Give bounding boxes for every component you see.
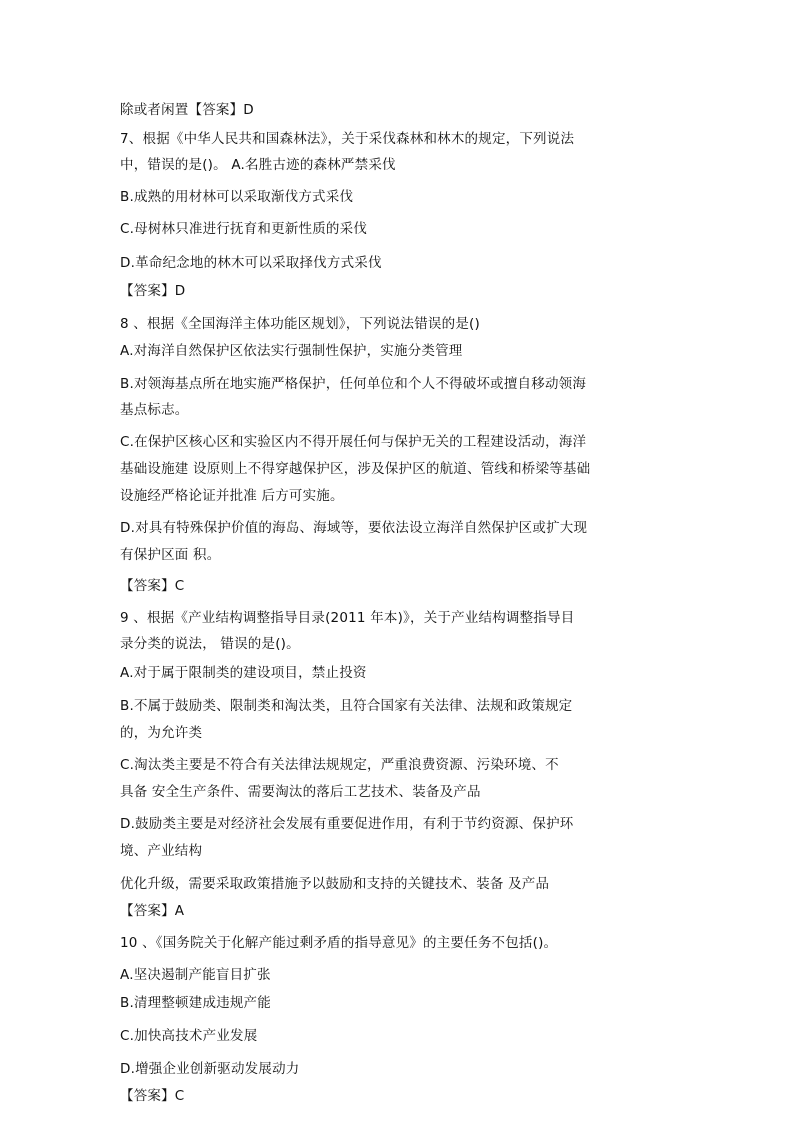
question-8-answer: 【答案】C bbox=[120, 578, 185, 594]
question-9-stem-cont: 录分类的说法， 错误的是()。 bbox=[120, 636, 300, 652]
question-8-option-d: D.对具有特殊保护价值的海岛、海域等，要依法设立海洋自然保护区或扩大现 bbox=[120, 520, 588, 536]
text-line: 除或者闲置【答案】D bbox=[120, 102, 254, 118]
question-8-option-c-cont: 基础设施建 设原则上不得穿越保护区，涉及保护区的航道、管线和桥梁等基础 bbox=[120, 461, 591, 477]
question-9-option-d-cont: 优化升级，需要采取政策措施予以鼓励和支持的关键技术、装备 及产品 bbox=[120, 876, 550, 892]
question-9-option-d-cont: 境、产业结构 bbox=[120, 843, 203, 859]
question-10-answer: 【答案】C bbox=[120, 1088, 185, 1104]
question-10-option-a: A.坚决遏制产能盲目扩张 bbox=[120, 967, 271, 983]
question-9-stem: 9 、根据《产业结构调整指导目录(2011 年本)》，关于产业结构调整指导目 bbox=[120, 610, 575, 626]
question-9-option-c-cont: 具备 安全生产条件、需要淘汰的落后工艺技术、装备及产品 bbox=[120, 784, 481, 800]
question-8-option-c-cont: 设施经严格论证并批准 后方可实施。 bbox=[120, 488, 344, 504]
question-10-option-b: B.清理整顿建成违规产能 bbox=[120, 995, 271, 1011]
question-9-option-c: C.淘汰类主要是不符合有关法律法规规定，严重浪费资源、污染环境、不 bbox=[120, 757, 559, 773]
question-7-option-d: D.革命纪念地的林木可以采取择伐方式采伐 bbox=[120, 255, 382, 271]
question-7-option-c: C.母树林只准进行抚育和更新性质的采伐 bbox=[120, 221, 368, 237]
question-8-option-b: B.对领海基点所在地实施严格保护，任何单位和个人不得破坏或擅自移动领海 bbox=[120, 376, 587, 392]
question-10-option-d: D.增强企业创新驱动发展动力 bbox=[120, 1061, 300, 1077]
question-8-option-d-cont: 有保护区面 积。 bbox=[120, 547, 221, 563]
question-9-answer: 【答案】A bbox=[120, 903, 185, 919]
question-8-option-a: A.对海洋自然保护区依法实行强制性保护，实施分类管理 bbox=[120, 343, 463, 359]
question-9-option-a: A.对于属于限制类的建设项目，禁止投资 bbox=[120, 665, 367, 681]
question-9-option-b-cont: 的，为允许类 bbox=[120, 725, 203, 741]
question-10-option-c: C.加快高技术产业发展 bbox=[120, 1028, 258, 1044]
question-8-stem: 8 、根据《全国海洋主体功能区规划》，下列说法错误的是() bbox=[120, 316, 480, 332]
question-7-answer: 【答案】D bbox=[120, 283, 186, 299]
question-8-option-c: C.在保护区核心区和实验区内不得开展任何与保护无关的工程建设活动，海洋 bbox=[120, 434, 587, 450]
question-9-option-d: D.鼓励类主要是对经济社会发展有重要促进作用，有利于节约资源、保护环 bbox=[120, 816, 574, 832]
question-10-stem: 10 、《国务院关于化解产能过剩矛盾的指导意见》的主要任务不包括()。 bbox=[120, 935, 558, 951]
question-8-option-b-cont: 基点标志。 bbox=[120, 402, 189, 418]
question-7-stem: 7、根据《中华人民共和国森林法》，关于采伐森林和林木的规定，下列说法 bbox=[120, 131, 575, 147]
question-7-option-b: B.成熟的用材林可以采取渐伐方式采伐 bbox=[120, 189, 354, 205]
question-9-option-b: B.不属于鼓励类、限制类和淘汰类，且符合国家有关法律、法规和政策规定 bbox=[120, 698, 573, 714]
question-7-stem-cont: 中，错误的是()。 A.名胜古迹的森林严禁采伐 bbox=[120, 157, 396, 173]
